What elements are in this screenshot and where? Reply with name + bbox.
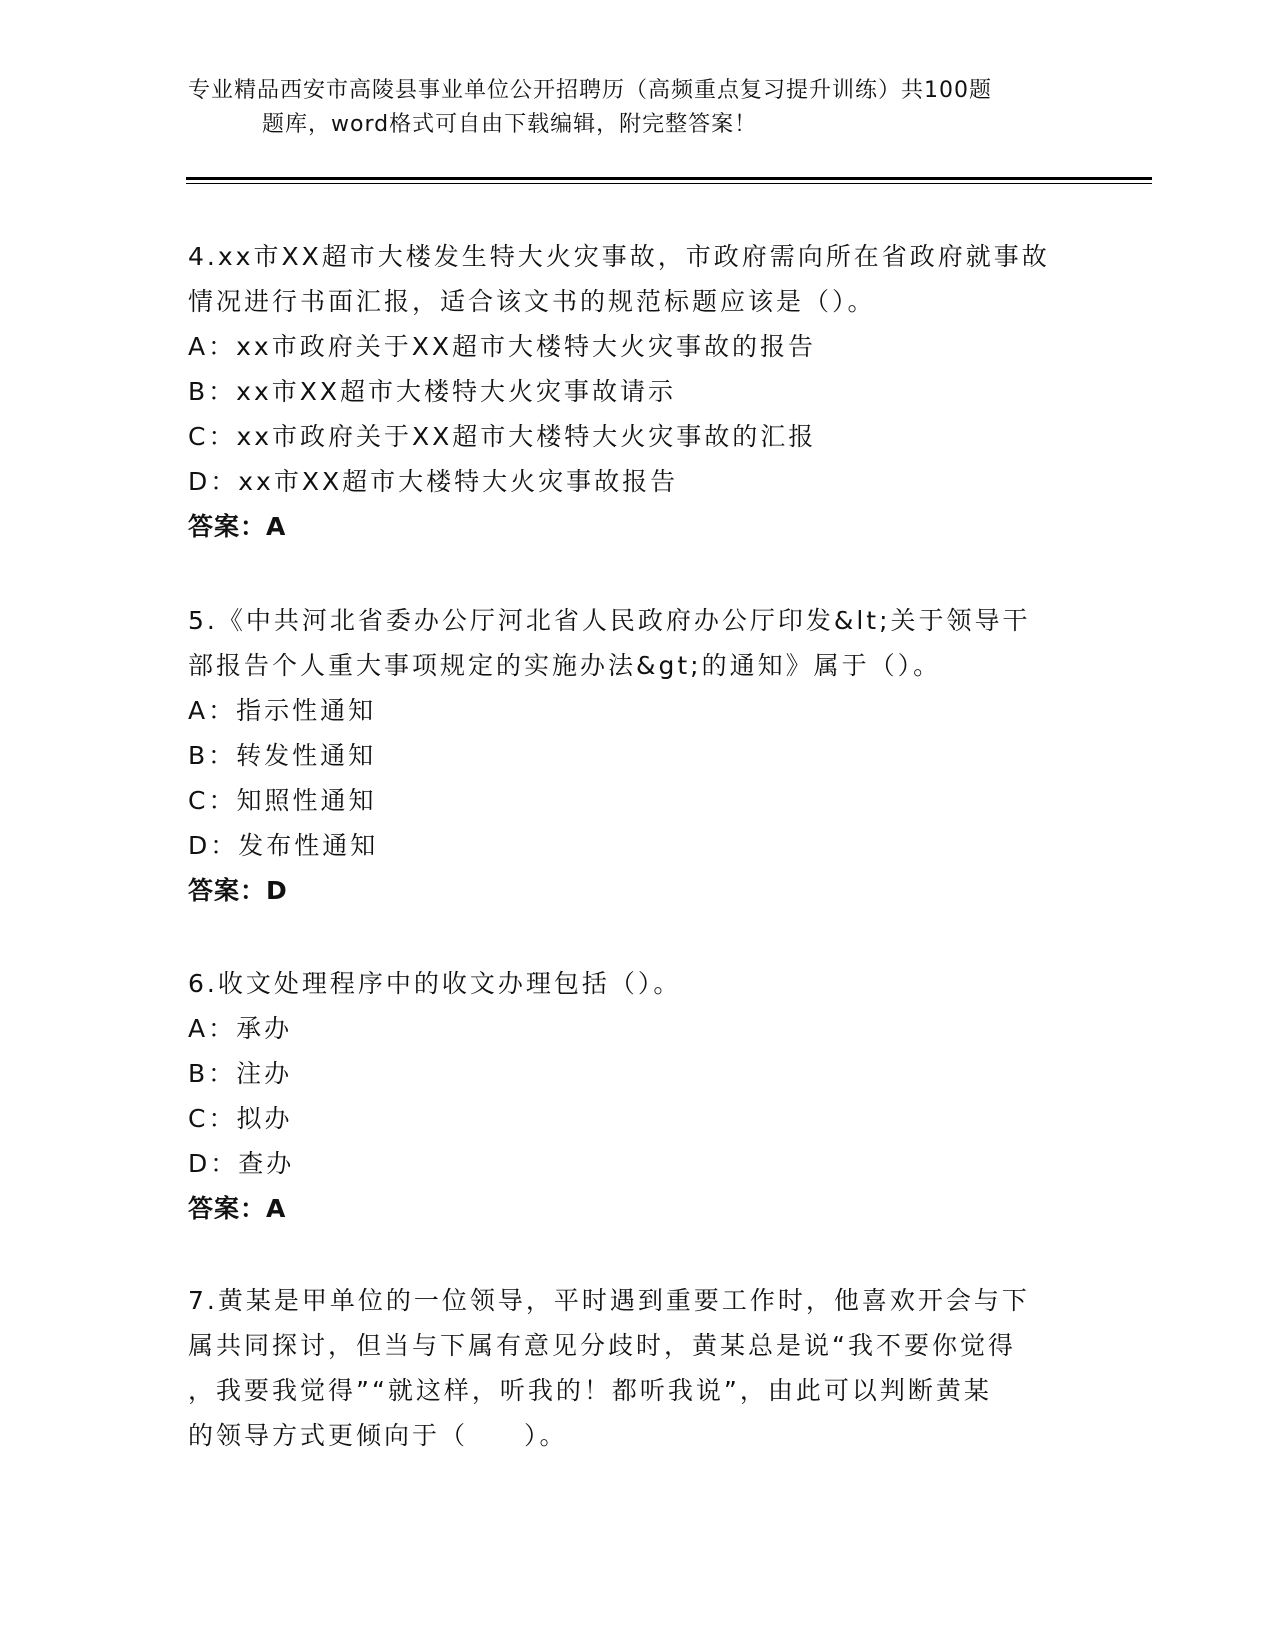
question-7 — [188, 1278, 1088, 1458]
question-stem-line: ，我要我觉得”“就这样，听我的！都听我说”，由此可以判断黄某 — [188, 1376, 992, 1405]
answer: 答案：A — [188, 512, 287, 541]
question-stem-line: 情况进行书面汇报，适合该文书的规范标题应该是（）。 — [188, 287, 876, 316]
header-rule-thick — [186, 177, 1152, 180]
question-5 — [188, 598, 1088, 913]
document-header — [188, 74, 1068, 142]
question-stem-line: 7.黄某是甲单位的一位领导，平时遇到重要工作时，他喜欢开会与下 — [188, 1286, 1030, 1315]
question-stem-line: 5.《中共河北省委办公厅河北省人民政府办公厅印发&lt;关于领导干 — [188, 606, 1031, 635]
question-stem-line: 6.收文处理程序中的收文办理包括（）。 — [188, 969, 682, 998]
answer: 答案：D — [188, 876, 288, 905]
question-stem-line: 4.xx市XX超市大楼发生特大火灾事故，市政府需向所在省政府就事故 — [188, 242, 1050, 271]
option-c: C：知照性通知 — [188, 786, 377, 815]
option-d: D：xx市XX超市大楼特大火灾事故报告 — [188, 467, 679, 496]
option-a: A：指示性通知 — [188, 696, 377, 725]
header-line-2: 题库，word格式可自由下载编辑，附完整答案！ — [262, 112, 758, 137]
question-stem-line: 部报告个人重大事项规定的实施办法&gt;的通知》属于（）。 — [188, 651, 942, 680]
header-line-1: 专业精品西安市高陵县事业单位公开招聘历（高频重点复习提升训练）共100题 — [188, 78, 992, 103]
question-stem-line: 的领导方式更倾向于（ ）。 — [188, 1421, 568, 1450]
option-b: B：转发性通知 — [188, 741, 377, 770]
question-6 — [188, 961, 1088, 1231]
option-d: D：查办 — [188, 1149, 295, 1178]
header-rule-thin — [186, 183, 1152, 184]
question-stem-line: 属共同探讨，但当与下属有意见分歧时，黄某总是说“我不要你觉得 — [188, 1331, 1016, 1360]
option-a: A：承办 — [188, 1014, 293, 1043]
option-b: B：xx市XX超市大楼特大火灾事故请示 — [188, 377, 676, 406]
option-a: A：xx市政府关于XX超市大楼特大火灾事故的报告 — [188, 332, 816, 361]
answer: 答案：A — [188, 1194, 287, 1223]
option-b: B：注办 — [188, 1059, 293, 1088]
option-d: D：发布性通知 — [188, 831, 379, 860]
question-4 — [188, 234, 1088, 549]
option-c: C：xx市政府关于XX超市大楼特大火灾事故的汇报 — [188, 422, 817, 451]
option-c: C：拟办 — [188, 1104, 293, 1133]
